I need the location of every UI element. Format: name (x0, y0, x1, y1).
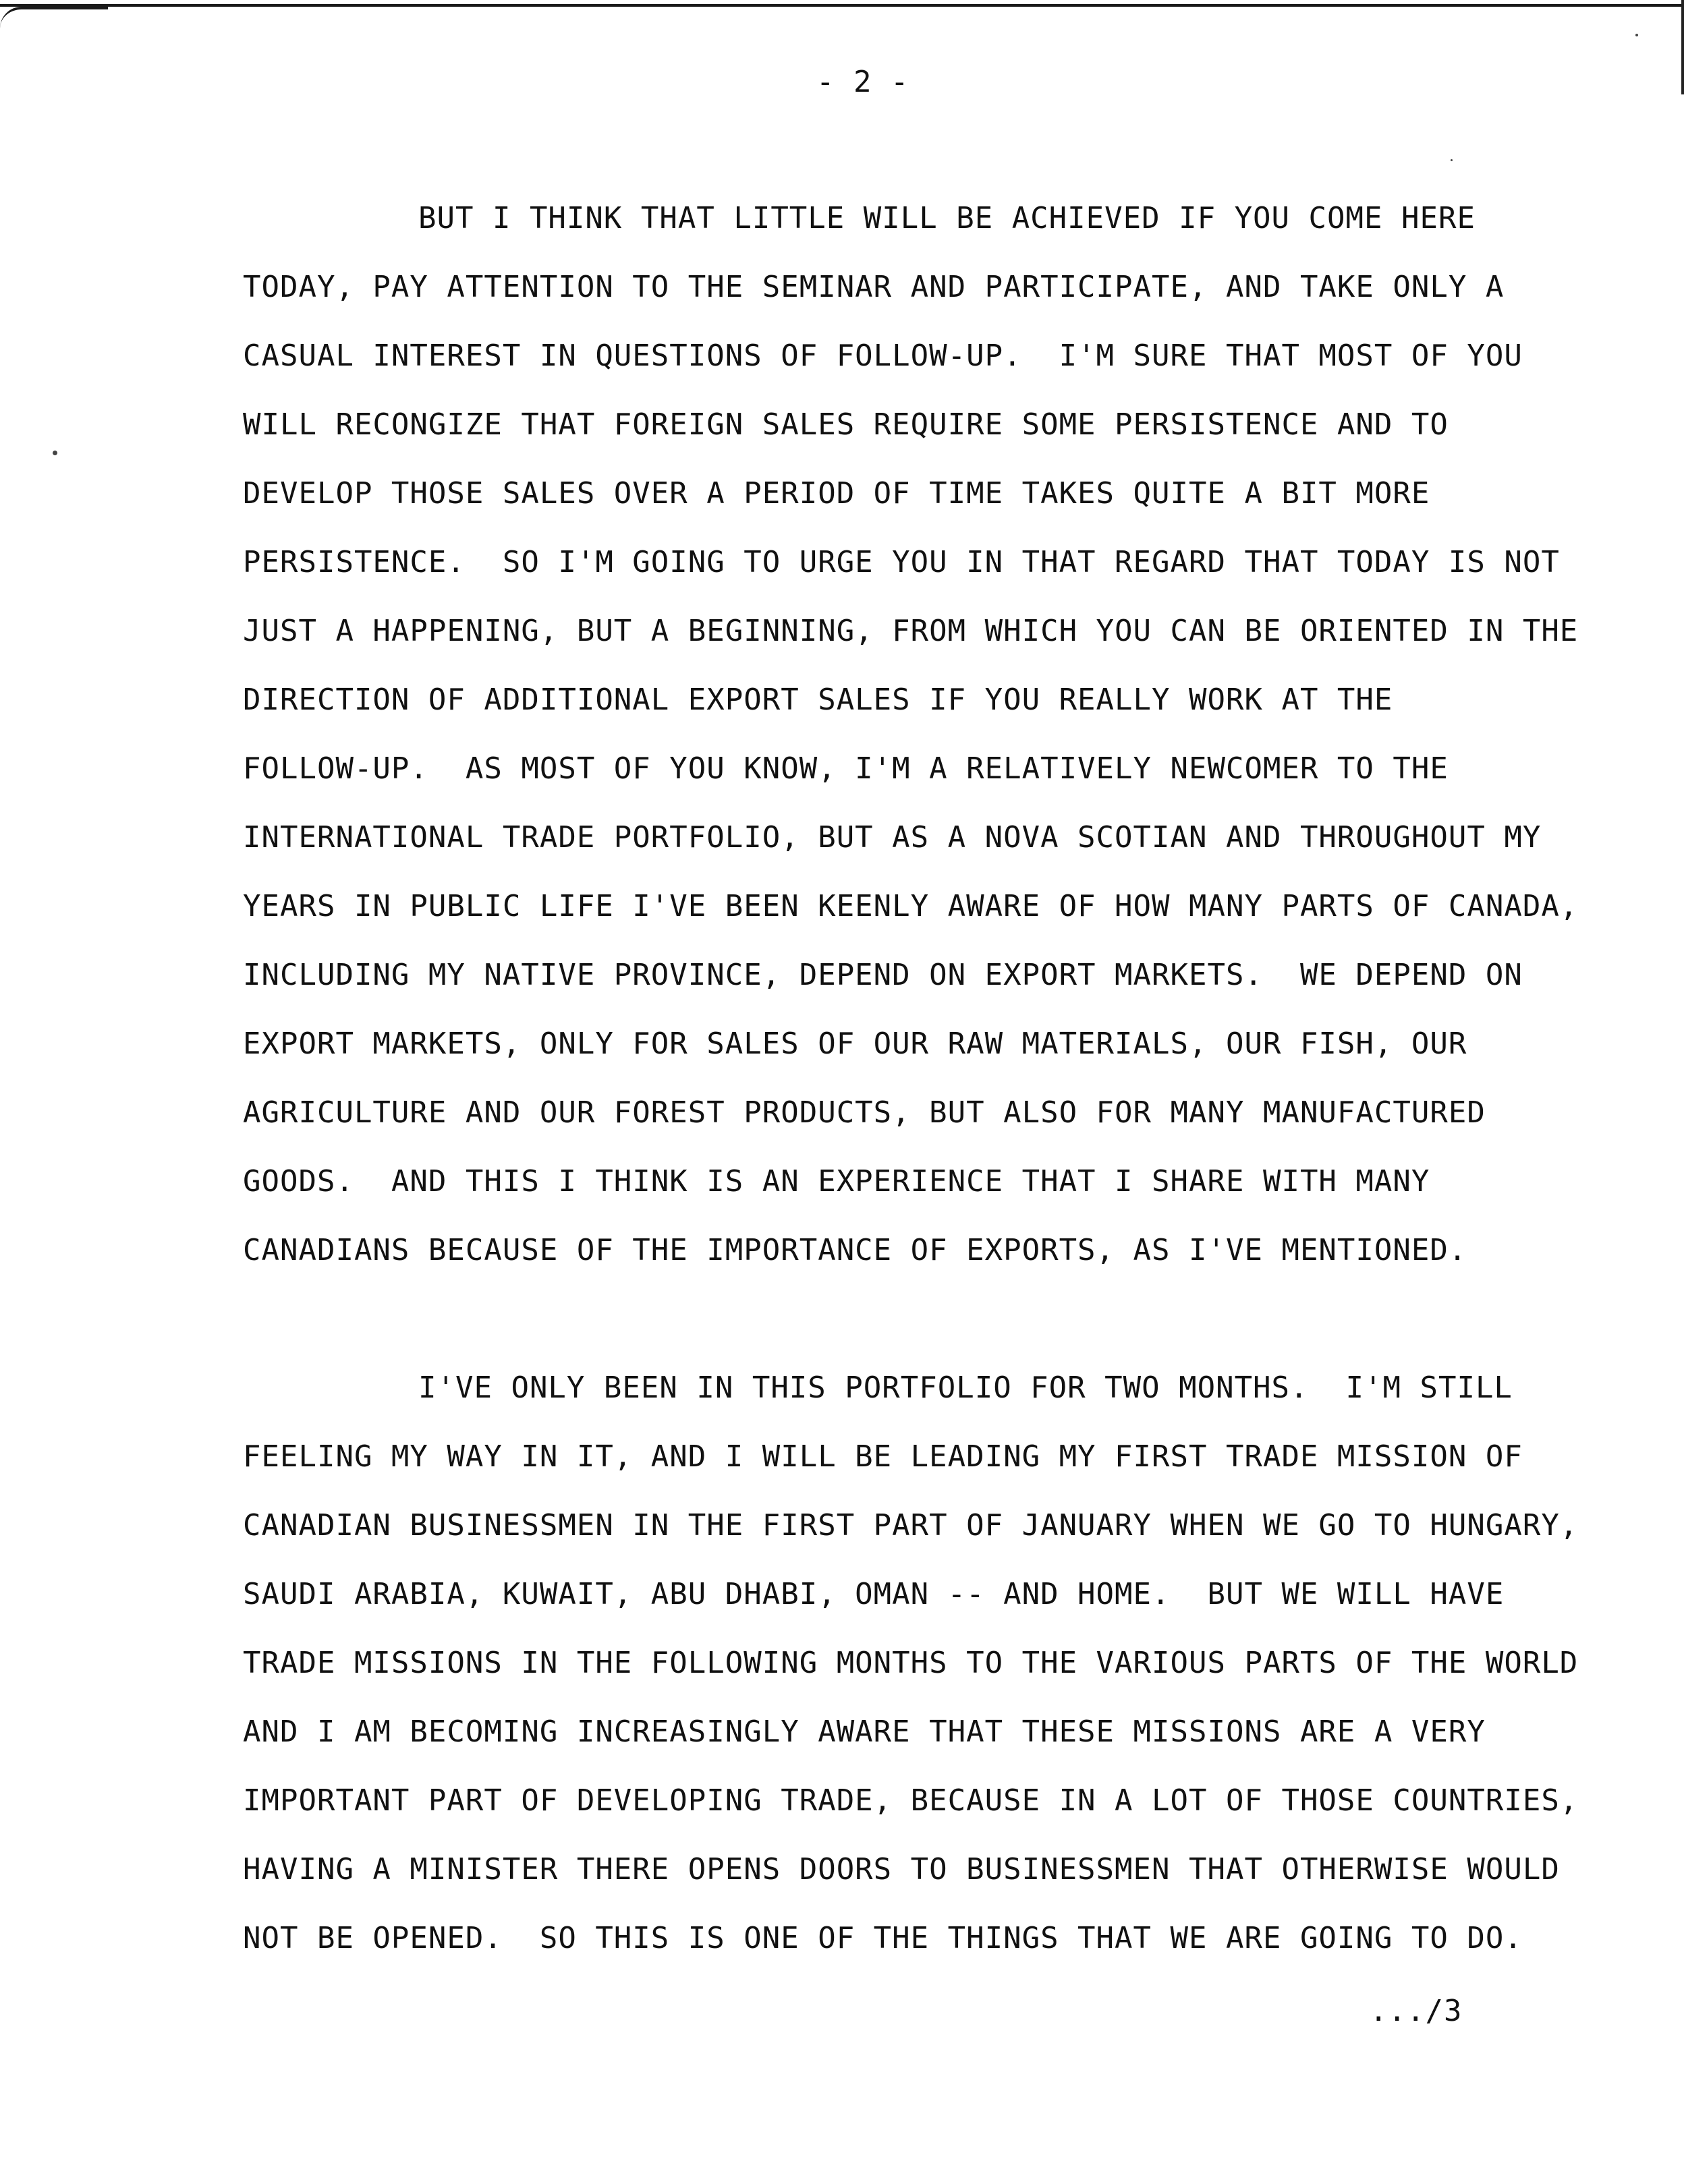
scan-speck (1635, 34, 1638, 36)
paragraph-1-line-3: CASUAL INTEREST IN QUESTIONS OF FOLLOW-UP. I'M SURE THAT MOST OF YOU (243, 339, 1523, 373)
paragraph-1-line-8: DIRECTION OF ADDITIONAL EXPORT SALES IF YOU REALLY WORK AT THE (243, 683, 1393, 717)
paragraph-1-line-1: BUT I THINK THAT LITTLE WILL BE ACHIEVED IF YOU COME HERE (418, 201, 1476, 235)
paragraph-1-line-16: CANADIANS BECAUSE OF THE IMPORTANCE OF EXPORTS, AS I'VE MENTIONED. (243, 1233, 1467, 1267)
paragraph-2-line-6: AND I AM BECOMING INCREASINGLY AWARE THAT THESE MISSIONS ARE A VERY (243, 1715, 1486, 1749)
paragraph-1-line-9: FOLLOW-UP. AS MOST OF YOU KNOW, I'M A RELATIVELY NEWCOMER TO THE (243, 751, 1449, 786)
paragraph-1-line-14: AGRICULTURE AND OUR FOREST PRODUCTS, BUT ALSO FOR MANY MANUFACTURED (243, 1095, 1486, 1130)
paragraph-1-line-2: TODAY, PAY ATTENTION TO THE SEMINAR AND PARTICIPATE, AND TAKE ONLY A (243, 270, 1505, 304)
paragraph-2-line-8: HAVING A MINISTER THERE OPENS DOORS TO BUSINESSMEN THAT OTHERWISE WOULD (243, 1852, 1560, 1887)
paragraph-2-line-4: SAUDI ARABIA, KUWAIT, ABU DHABI, OMAN -- AND HOME. BUT WE WILL HAVE (243, 1577, 1505, 1611)
paragraph-2-line-2: FEELING MY WAY IN IT, AND I WILL BE LEADING MY FIRST TRADE MISSION OF (243, 1439, 1523, 1474)
paragraph-1-line-7: JUST A HAPPENING, BUT A BEGINNING, FROM WHICH YOU CAN BE ORIENTED IN THE (243, 614, 1579, 648)
scan-edge-right (1681, 0, 1684, 94)
continued-marker: .../3 (1370, 1994, 1463, 2028)
paragraph-1-line-12: INCLUDING MY NATIVE PROVINCE, DEPEND ON EXPORT MARKETS. WE DEPEND ON (243, 958, 1523, 992)
paragraph-2-line-3: CANADIAN BUSINESSMEN IN THE FIRST PART OF JANUARY WHEN WE GO TO HUNGARY, (243, 1508, 1579, 1543)
paragraph-1-line-13: EXPORT MARKETS, ONLY FOR SALES OF OUR RAW MATERIALS, OUR FISH, OUR (243, 1027, 1467, 1061)
paragraph-2-line-7: IMPORTANT PART OF DEVELOPING TRADE, BECAUSE IN A LOT OF THOSE COUNTRIES, (243, 1783, 1579, 1818)
scan-edge-top (0, 4, 1684, 7)
scan-speck (53, 451, 57, 455)
paragraph-1-line-11: YEARS IN PUBLIC LIFE I'VE BEEN KEENLY AWARE OF HOW MANY PARTS OF CANADA, (243, 889, 1579, 923)
paragraph-1-line-6: PERSISTENCE. SO I'M GOING TO URGE YOU IN THAT REGARD THAT TODAY IS NOT (243, 545, 1560, 579)
scan-speck (1451, 159, 1453, 161)
paragraph-1-line-4: WILL RECONGIZE THAT FOREIGN SALES REQUIRE SOME PERSISTENCE AND TO (243, 407, 1449, 442)
paragraph-1-line-15: GOODS. AND THIS I THINK IS AN EXPERIENCE THAT I SHARE WITH MANY (243, 1164, 1430, 1199)
scan-edge-curl (0, 7, 108, 28)
paragraph-1-line-10: INTERNATIONAL TRADE PORTFOLIO, BUT AS A NOVA SCOTIAN AND THROUGHOUT MY (243, 820, 1542, 855)
page-number: - 2 - (816, 65, 909, 99)
paragraph-2-line-5: TRADE MISSIONS IN THE FOLLOWING MONTHS TO THE VARIOUS PARTS OF THE WORLD (243, 1646, 1579, 1680)
paragraph-2-line-9: NOT BE OPENED. SO THIS IS ONE OF THE THINGS THAT WE ARE GOING TO DO. (243, 1921, 1523, 1955)
paragraph-1-line-5: DEVELOP THOSE SALES OVER A PERIOD OF TIME TAKES QUITE A BIT MORE (243, 476, 1430, 511)
paragraph-2-line-1: I'VE ONLY BEEN IN THIS PORTFOLIO FOR TWO MONTHS. I'M STILL (418, 1371, 1513, 1405)
